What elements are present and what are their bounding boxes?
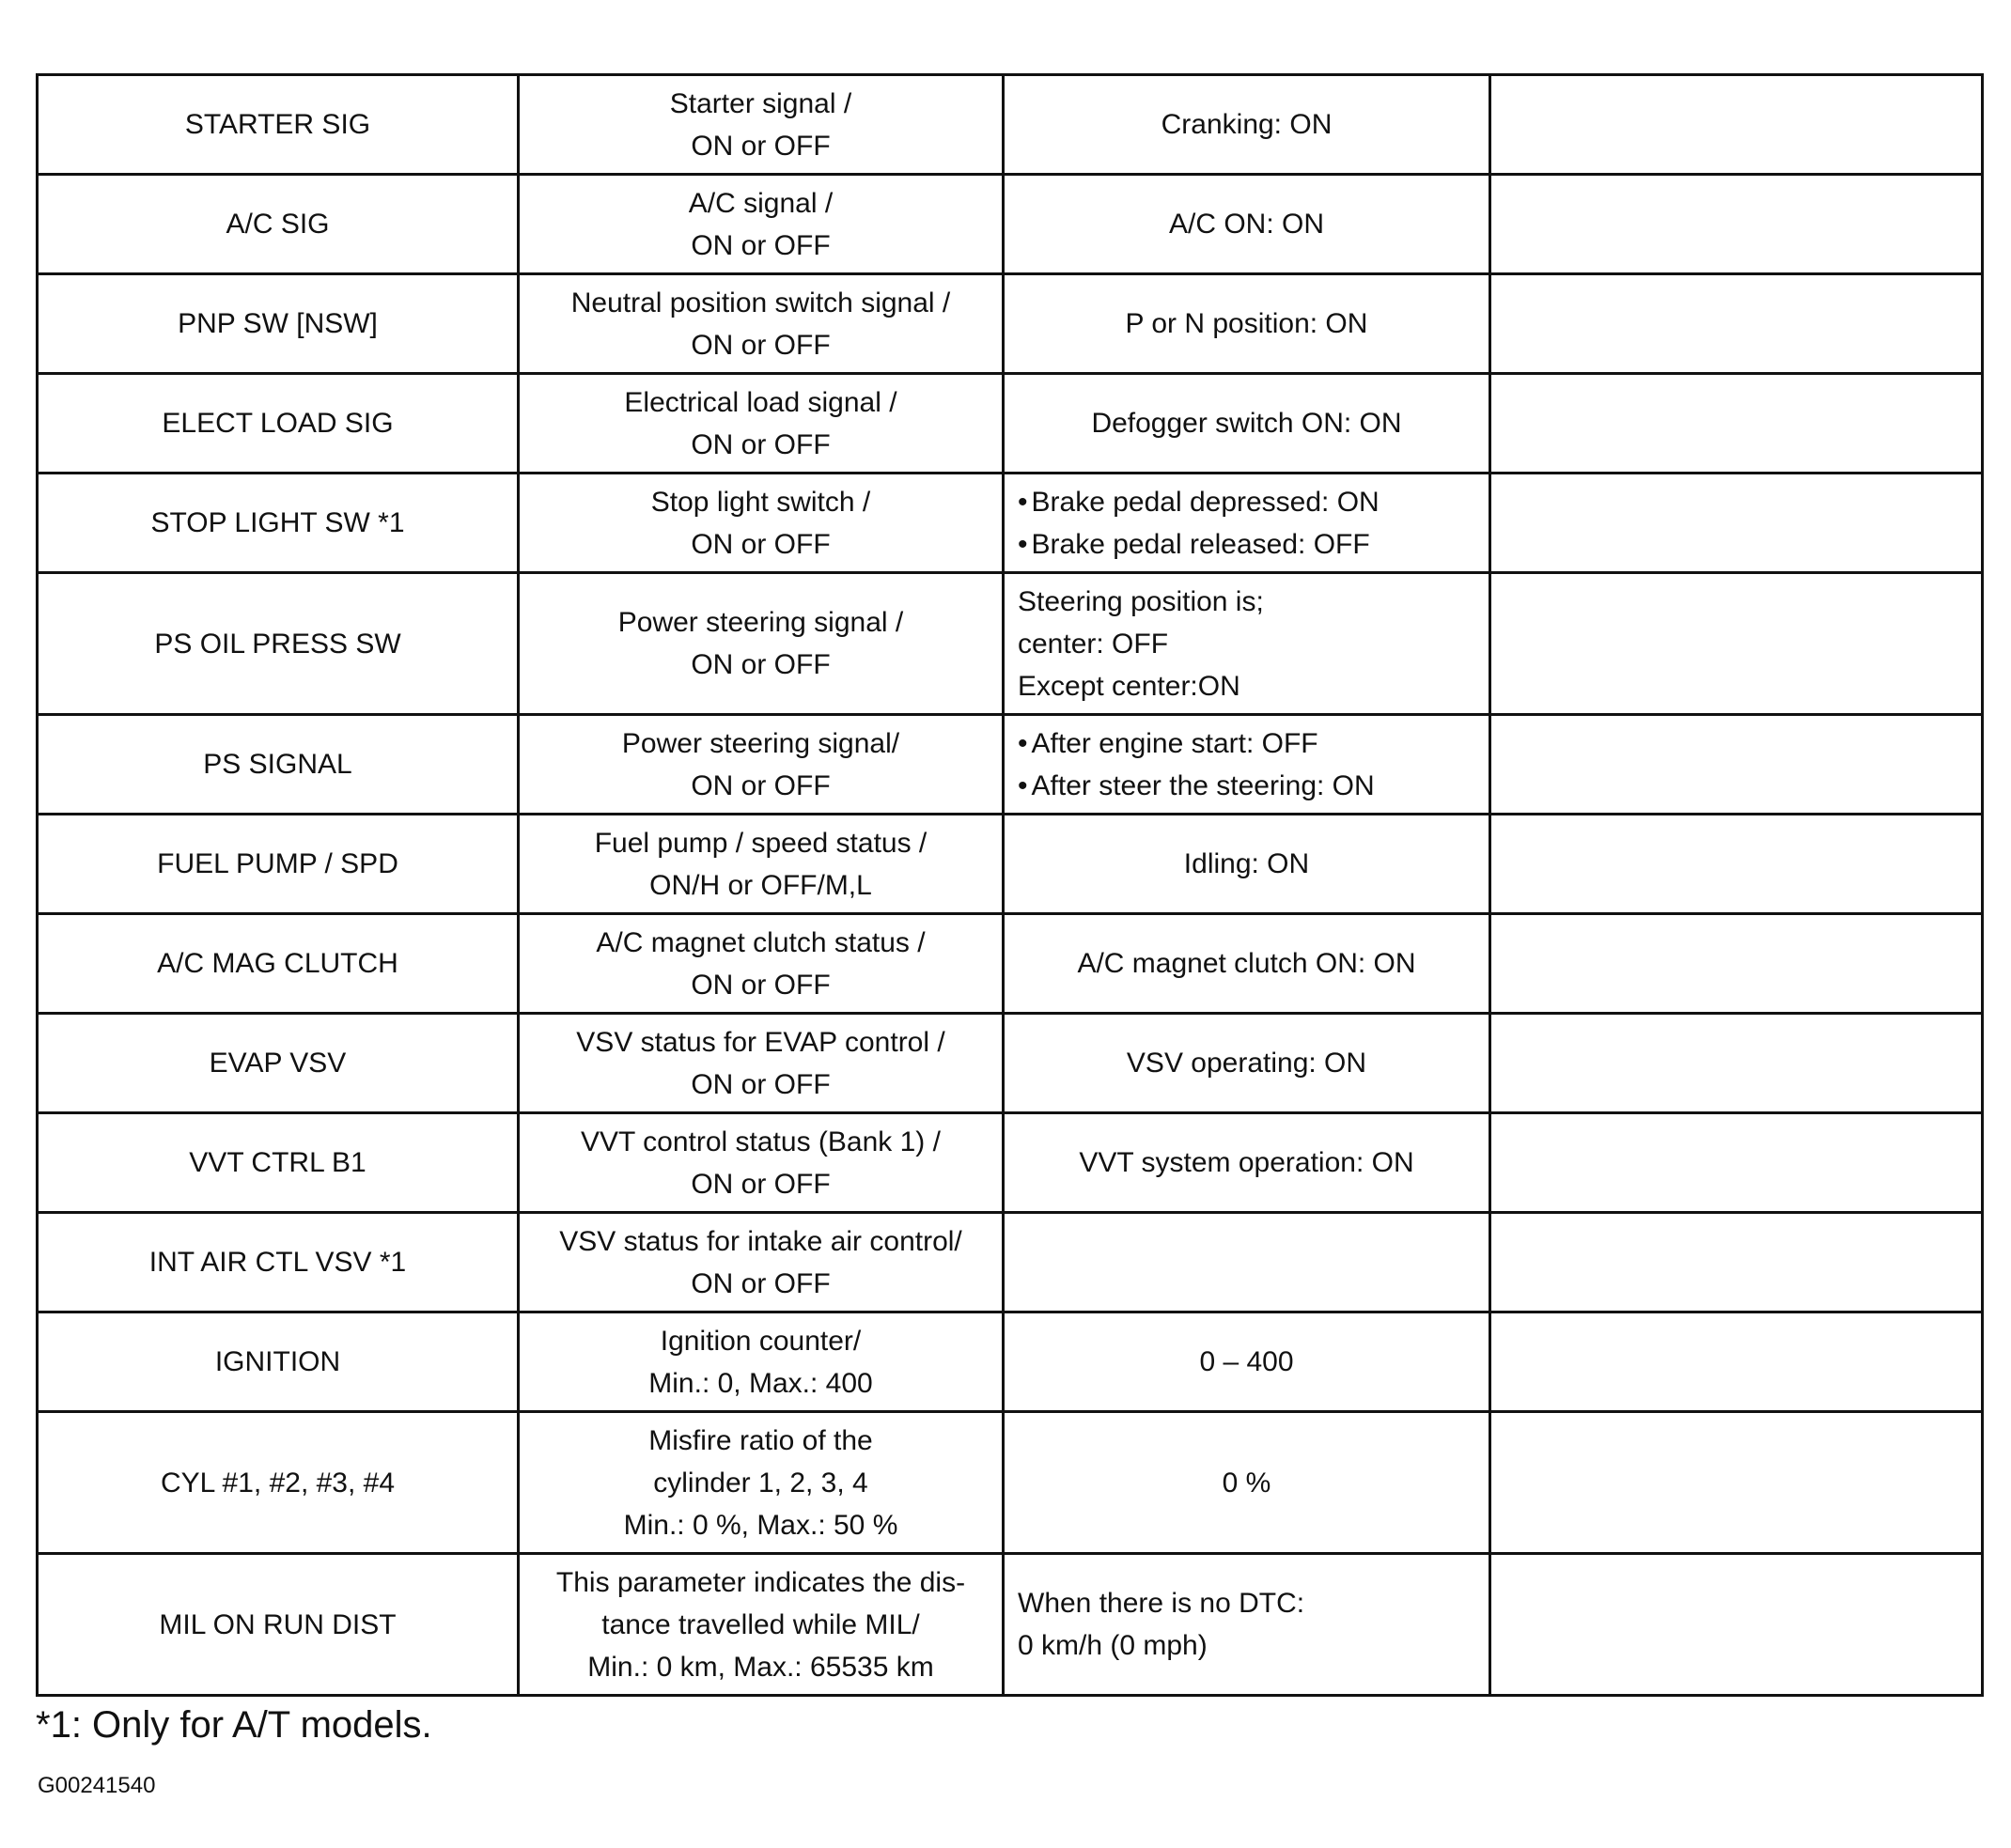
- condition-line: 0 km/h (0 mph): [1018, 1630, 1208, 1661]
- cell-description: [519, 715, 1004, 815]
- condition-line: VSV operating: ON: [1126, 1048, 1367, 1079]
- bullet-icon: •: [1018, 727, 1028, 759]
- condition-line: After engine start: OFF: [1031, 727, 1318, 759]
- cell-description: [519, 1554, 1004, 1696]
- cell-description: [519, 815, 1004, 914]
- cell-description: [519, 1213, 1004, 1312]
- cell-parameter: [38, 914, 519, 1014]
- cell-parameter: [38, 75, 519, 175]
- footnote: *1: Only for A/T models.: [36, 1704, 432, 1746]
- bullet-icon: •: [1018, 769, 1028, 801]
- condition-bullet-item: [1018, 481, 1475, 523]
- parameter-name: PNP SW [NSW]: [178, 308, 378, 339]
- cell-parameter: [38, 274, 519, 374]
- cell-description: [519, 175, 1004, 274]
- cell-notes-empty: [1490, 1312, 1983, 1412]
- table-row: [38, 1312, 1983, 1412]
- condition-line: center: OFF: [1018, 628, 1169, 660]
- description-line: This parameter indicates the dis-: [555, 1566, 966, 1598]
- cell-parameter: [38, 1213, 519, 1312]
- condition-line: Idling: ON: [1183, 848, 1310, 879]
- parameter-name: PS OIL PRESS SW: [154, 628, 401, 660]
- cell-description: [519, 1014, 1004, 1113]
- cell-description: [519, 914, 1004, 1014]
- cell-condition: [1004, 1014, 1490, 1113]
- description-line: Min.: 0, Max.: 400: [648, 1367, 873, 1399]
- table-row: [38, 75, 1983, 175]
- cell-description: [519, 374, 1004, 474]
- table-row: [38, 573, 1983, 715]
- description-line: ON or OFF: [691, 1068, 831, 1100]
- cell-notes-empty: [1490, 715, 1983, 815]
- description-line: Min.: 0 km, Max.: 65535 km: [587, 1651, 934, 1683]
- table-row: [38, 1213, 1983, 1312]
- parameter-name: A/C MAG CLUTCH: [157, 948, 398, 979]
- cell-condition: [1004, 1113, 1490, 1213]
- description-line: Fuel pump / speed status /: [594, 827, 928, 859]
- description-line: Neutral position switch signal /: [570, 287, 951, 318]
- parameter-name: MIL ON RUN DIST: [159, 1608, 397, 1640]
- cell-parameter: [38, 715, 519, 815]
- cell-parameter: [38, 1412, 519, 1554]
- cell-parameter: [38, 1312, 519, 1412]
- cell-parameter: [38, 1113, 519, 1213]
- condition-bullet-item: [1018, 722, 1475, 765]
- parameter-name: FUEL PUMP / SPD: [157, 848, 398, 879]
- cell-description: [519, 573, 1004, 715]
- condition-line: 0 – 400: [1199, 1346, 1294, 1377]
- description-line: ON or OFF: [691, 428, 831, 460]
- parameter-name: ELECT LOAD SIG: [162, 408, 394, 439]
- bullet-icon: •: [1018, 486, 1028, 518]
- cell-condition: [1004, 914, 1490, 1014]
- bullet-icon: •: [1018, 528, 1028, 560]
- table-row: [38, 175, 1983, 274]
- cell-notes-empty: [1490, 75, 1983, 175]
- data-list-table: [36, 73, 1984, 1697]
- table-row: [38, 1412, 1983, 1554]
- cell-condition: [1004, 75, 1490, 175]
- condition-line: Defogger switch ON: ON: [1091, 408, 1402, 439]
- cell-condition: [1004, 274, 1490, 374]
- cell-parameter: [38, 374, 519, 474]
- cell-notes-empty: [1490, 1113, 1983, 1213]
- cell-parameter: [38, 573, 519, 715]
- cell-notes-empty: [1490, 1554, 1983, 1696]
- table-row: [38, 374, 1983, 474]
- parameter-name: CYL #1, #2, #3, #4: [160, 1467, 396, 1499]
- condition-line: A/C ON: ON: [1168, 209, 1324, 240]
- description-line: cylinder 1, 2, 3, 4: [653, 1467, 868, 1499]
- description-line: ON or OFF: [691, 329, 831, 361]
- cell-parameter: [38, 815, 519, 914]
- condition-bullet-item: [1018, 765, 1475, 807]
- table-row: [38, 715, 1983, 815]
- cell-notes-empty: [1490, 274, 1983, 374]
- description-line: Stop light switch /: [650, 486, 871, 518]
- condition-line: Brake pedal released: OFF: [1031, 528, 1370, 560]
- description-line: ON or OFF: [691, 130, 831, 162]
- description-line: VSV status for EVAP control /: [576, 1026, 945, 1058]
- cell-notes-empty: [1490, 1213, 1983, 1312]
- condition-line: VVT system operation: ON: [1079, 1147, 1414, 1178]
- cell-description: [519, 75, 1004, 175]
- condition-line: Brake pedal depressed: ON: [1031, 486, 1380, 518]
- cell-notes-empty: [1490, 175, 1983, 274]
- cell-condition: [1004, 374, 1490, 474]
- condition-line: P or N position: ON: [1125, 308, 1368, 339]
- cell-notes-empty: [1490, 1412, 1983, 1554]
- cell-description: [519, 274, 1004, 374]
- cell-notes-empty: [1490, 474, 1983, 573]
- description-line: ON or OFF: [691, 969, 831, 1001]
- description-line: VVT control status (Bank 1) /: [581, 1126, 941, 1157]
- cell-parameter: [38, 474, 519, 573]
- description-line: Power steering signal/: [621, 727, 900, 759]
- cell-notes-empty: [1490, 1014, 1983, 1113]
- parameter-name: PS SIGNAL: [203, 749, 352, 780]
- cell-notes-empty: [1490, 815, 1983, 914]
- cell-condition: [1004, 1554, 1490, 1696]
- parameter-name: A/C SIG: [226, 209, 330, 240]
- description-line: ON or OFF: [691, 1168, 831, 1200]
- cell-condition: [1004, 1312, 1490, 1412]
- description-line: A/C signal /: [688, 187, 834, 219]
- parameter-name: VVT CTRL B1: [189, 1147, 366, 1178]
- parameter-name: STARTER SIG: [184, 109, 371, 140]
- condition-bullet-item: [1018, 523, 1475, 566]
- description-line: Ignition counter/: [660, 1325, 862, 1357]
- parameter-name: INT AIR CTL VSV *1: [148, 1247, 407, 1278]
- condition-line: 0 %: [1222, 1467, 1271, 1499]
- cell-description: [519, 1412, 1004, 1554]
- table-row: [38, 1554, 1983, 1696]
- cell-notes-empty: [1490, 914, 1983, 1014]
- cell-parameter: [38, 1554, 519, 1696]
- table-row: [38, 815, 1983, 914]
- condition-line: Except center:ON: [1018, 670, 1240, 702]
- description-line: Misfire ratio of the: [648, 1424, 873, 1456]
- table-row: [38, 274, 1983, 374]
- condition-line: After steer the steering: ON: [1031, 769, 1375, 801]
- description-line: Min.: 0 %, Max.: 50 %: [623, 1509, 898, 1541]
- cell-parameter: [38, 1014, 519, 1113]
- condition-line: A/C magnet clutch ON: ON: [1077, 948, 1416, 979]
- description-line: VSV status for intake air control/: [559, 1225, 962, 1257]
- description-line: Electrical load signal /: [624, 386, 897, 418]
- description-line: ON/H or OFF/M,L: [649, 869, 872, 901]
- condition-line: When there is no DTC:: [1018, 1588, 1305, 1619]
- cell-condition: [1004, 1412, 1490, 1554]
- description-line: tance travelled while MIL/: [601, 1608, 920, 1640]
- table-row: [38, 914, 1983, 1014]
- cell-notes-empty: [1490, 374, 1983, 474]
- parameter-name: EVAP VSV: [209, 1048, 347, 1079]
- cell-condition: [1004, 175, 1490, 274]
- cell-condition: [1004, 1213, 1490, 1312]
- cell-description: [519, 1312, 1004, 1412]
- table-body: [38, 75, 1983, 1696]
- cell-description: [519, 474, 1004, 573]
- description-line: ON or OFF: [691, 1267, 831, 1299]
- figure-id: G00241540: [38, 1773, 156, 1798]
- description-line: Power steering signal /: [617, 607, 904, 638]
- parameter-name: STOP LIGHT SW *1: [150, 507, 405, 538]
- description-line: A/C magnet clutch status /: [596, 926, 926, 958]
- table-row: [38, 1014, 1983, 1113]
- description-line: ON or OFF: [691, 649, 831, 680]
- condition-line: Cranking: ON: [1161, 109, 1333, 140]
- cell-condition: [1004, 715, 1490, 815]
- condition-line: Steering position is;: [1018, 585, 1264, 617]
- description-line: ON or OFF: [691, 528, 831, 560]
- table-row: [38, 474, 1983, 573]
- cell-parameter: [38, 175, 519, 274]
- cell-condition: [1004, 474, 1490, 573]
- table-row: [38, 1113, 1983, 1213]
- cell-condition: [1004, 573, 1490, 715]
- description-line: Starter signal /: [669, 87, 852, 119]
- description-line: ON or OFF: [691, 769, 831, 801]
- cell-description: [519, 1113, 1004, 1213]
- cell-condition: [1004, 815, 1490, 914]
- cell-notes-empty: [1490, 573, 1983, 715]
- parameter-name: IGNITION: [214, 1346, 341, 1377]
- description-line: ON or OFF: [691, 229, 831, 261]
